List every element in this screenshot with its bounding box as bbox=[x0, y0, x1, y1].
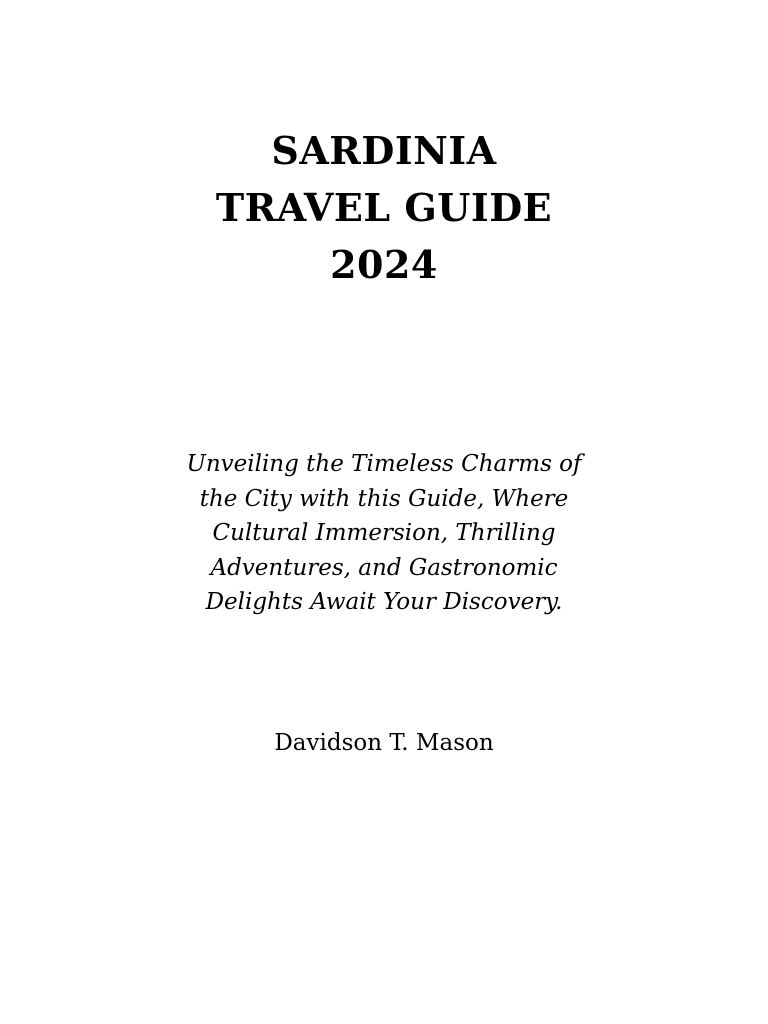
book-subtitle bbox=[0, 447, 768, 620]
subtitle-line-4: Adventures, and Gastronomic bbox=[210, 554, 558, 581]
title-line-2: TRAVEL GUIDE bbox=[215, 185, 553, 230]
title-line-1: SARDINIA bbox=[271, 128, 497, 173]
subtitle-line-3: Cultural Immersion, Thrilling bbox=[212, 520, 556, 546]
subtitle-line-5: Delights Await Your Discovery. bbox=[205, 589, 563, 615]
subtitle-line-2: the City with this Guide, Where bbox=[199, 485, 569, 512]
title-line-3: 2024 bbox=[330, 242, 438, 287]
book-title bbox=[0, 122, 768, 293]
subtitle-line-1: Unveiling the Timeless Charms of bbox=[186, 451, 582, 477]
author-name: Davidson T. Mason bbox=[274, 730, 494, 756]
